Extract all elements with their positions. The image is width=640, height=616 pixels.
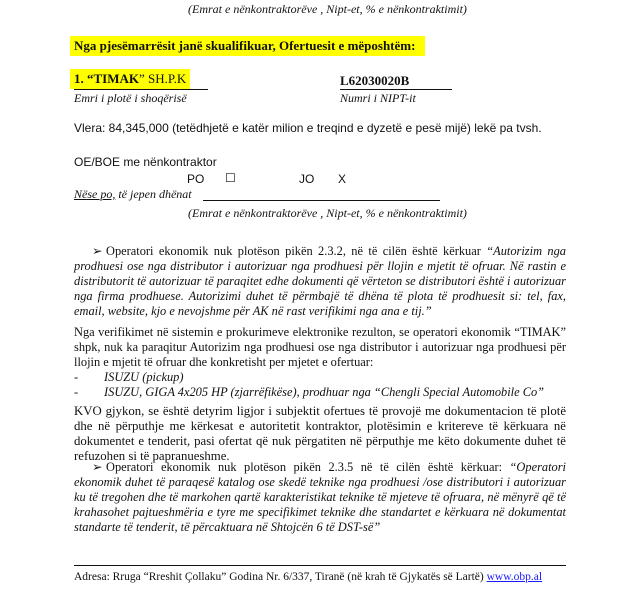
subcontractor-caption: (Emrat e nënkontraktorëve , Nipt-et, % e nënkontraktimit) [188, 206, 467, 220]
company-name [70, 69, 190, 89]
offer-value: Vlera: 84,345,000 (tetëdhjetë e katër milion e treqind e dyzetë e pesë mijë) lekë pa tvsh. [74, 121, 542, 135]
company-name-row [70, 71, 190, 87]
vehicle-item-2-text: ISUZU, GIGA 4x205 HP (zjarrëfikëse), prodhuar nga “Chengli Special Automobile Co” [104, 385, 545, 399]
reason-2-3-5-quote: “Operatori ekonomik duhet të paraqesë katalog ose skedë teknike nga prodhuesi /ose distributori i autorizuar ku të tregohen dhe të markohen qartë karakteristikat teknike të mjeteve të ofruara, në mënyrë që të krahasohet pajtueshmëria e tyre me specifikimet teknike dhe standartet e kërkuara në dokumentat standarte të tenderit, të përcaktuara në Shtojcën 6 të DST-së” [74, 460, 566, 534]
verification-paragraph: Nga verifikimet në sistemin e prokurimeve elektronike rezulton, se operatori ekonomik “TIMAK” shpk, nuk ka paraqitur Autorizim nga prodhuesi ose nga distributor i autorizuar nga prodhuesi për llojin e mjetit të ofruar dhe konkretisht per mjetet e ofertuar: [74, 325, 566, 369]
vehicle-item-1-text: ISUZU (pickup) [104, 370, 184, 384]
vehicle-item-2-dash: - [74, 385, 79, 399]
subcontractor-underline [203, 200, 440, 201]
po-checkbox: ☐ [225, 171, 236, 185]
kvo-paragraph: KVO gjykon, se është detyrim ligjor i subjektit ofertues të provojë me dokumentacion të plotë dhe në përputhje me kërkesat e autoritetit kontraktor, plotësimin e kritereve të kërkuara në dokumentet e tenderit, pasi ofertat që nuk përgatiten në përputhje me këto dokumente duhet të refuzohen si të papranueshme. [74, 404, 566, 463]
company-name-underline [74, 89, 208, 90]
reason-2-3-2-lead: Operatori ekonomik nuk plotëson pikën 2.3.2, në të cilën është kërkuar [106, 244, 487, 258]
disqualified-heading-text: Nga pjesëmarrësit janë skualifikuar, Ofertuesit e mëposhtëm: [70, 36, 425, 56]
if-yes-details: të jepen dhënat [115, 187, 192, 201]
company-suffix: ” SH.P.K [139, 71, 187, 86]
company-nipt-caption: Numri i NIPT-it [340, 91, 416, 105]
company-prefix: 1. “ [74, 71, 94, 86]
if-yes-row [74, 187, 192, 202]
footer-divider [74, 565, 566, 566]
po-option: PO [187, 172, 205, 186]
footer-website-link[interactable]: www.obp.al [486, 571, 543, 583]
company-name-caption: Emri i plotë i shoqërisë [74, 91, 187, 105]
vehicle-item-2 [74, 385, 544, 400]
reason-2-3-5-lead: Operatori ekonomik nuk plotëson pikën 2.3.5 në të cilën është kërkuar: [106, 460, 510, 474]
reason-2-3-2 [74, 244, 566, 319]
arrow-bullet-icon: ➢ [92, 244, 103, 258]
reason-2-3-2-quote: “Autorizim nga prodhuesi ose nga distributor i autorizuar nga prodhuesi për llojin e mjetit të ofruar. Në rastin e distributorit të autorizuar të paraqitet edhe dokumenti që vërteton se distributori është i autorizuar nga firma prodhuese. Autorizimi duhet të përmbajë të dhëna të plota të prodhuesit si: tel, fax, email, website, kjo e nevojshme për AK në rast verifikimi nga ana e tij.” [74, 244, 566, 318]
company-nipt: L62030020B [340, 73, 410, 88]
jo-option: JO [299, 172, 315, 186]
company-nipt-underline [340, 89, 452, 90]
reason-2-3-5 [74, 460, 566, 535]
disqualified-heading [70, 38, 425, 54]
if-yes-label: Nëse po, [74, 187, 116, 201]
top-subcontractor-caption: (Emrat e nënkontraktorëve , Nipt-et, % e nënkontraktimit) [188, 2, 467, 16]
jo-x-mark: X [338, 172, 347, 186]
subcontractor-label: OE/BOE me nënkontraktor [74, 155, 217, 169]
footer-address [74, 571, 542, 583]
company-name-bold: TIMAK [93, 71, 139, 86]
vehicle-item-1 [74, 370, 184, 385]
footer-address-text: Adresa: Rruga “Rreshit Çollaku” Godina Nr. 6/337, Tiranë (në krah të Gjykatës së Lartë) [74, 571, 487, 583]
arrow-bullet-icon: ➢ [92, 460, 103, 474]
vehicle-item-1-dash: - [74, 370, 79, 384]
